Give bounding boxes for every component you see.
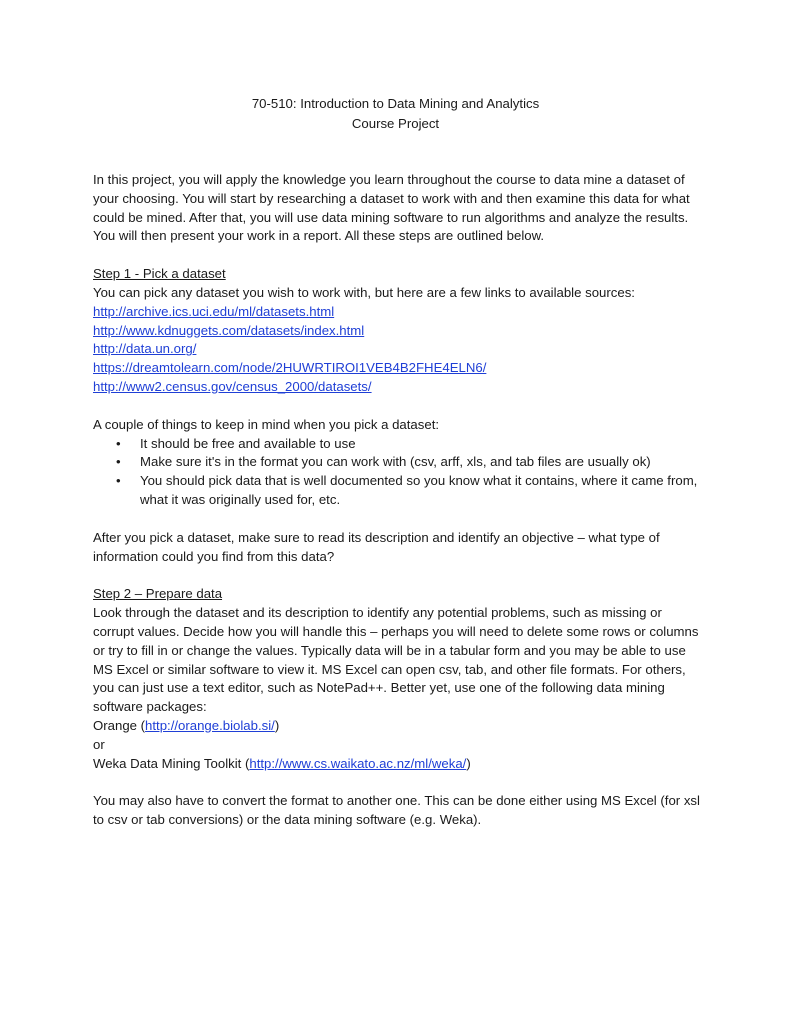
dataset-links <box>93 303 703 397</box>
objective-paragraph: After you pick a dataset, make sure to read its description and identify an objective – what type of information could you find from this data? <box>93 529 660 564</box>
intro-paragraph: In this project, you will apply the knowledge you learn throughout the course to data mine a dataset of your choosing. You will start by researching a dataset to work with and then examine this data for what could be mined. After that, you will use data mining software to run algorithms and analyze the results. You will then present your work in a report. All these steps are outlined below. <box>93 172 690 244</box>
orange-label: Orange ( <box>93 717 146 733</box>
tips-list <box>93 435 703 510</box>
list-item: • You should pick data that is well documented so you know what it contains, where it came from, what it was originally used for, etc. <box>93 472 703 510</box>
list-item: • It should be free and available to use <box>93 435 703 454</box>
tips-intro: A couple of things to keep in mind when you pick a dataset: <box>93 416 440 432</box>
link-census[interactable]: http://www2.census.gov/census_2000/datasets/ <box>93 378 372 394</box>
list-item: • Make sure it's in the format you can work with (csv, arff, xls, and tab files are usually ok) <box>93 453 703 472</box>
link-uci[interactable]: http://archive.ics.uci.edu/ml/datasets.html <box>93 303 335 319</box>
convert-paragraph: You may also have to convert the format to another one. This can be done either using MS Excel (for xsl to csv or tab conversions) or the data mining software (e.g. Weka). <box>93 793 700 828</box>
document-header <box>0 94 791 133</box>
project-subtitle: Course Project <box>351 115 440 131</box>
link-kdnuggets[interactable]: http://www.kdnuggets.com/datasets/index.html <box>93 322 365 338</box>
or-line: or <box>93 736 105 752</box>
step1-text: You can pick any dataset you wish to work with, but here are a few links to available sources: <box>93 284 635 300</box>
step2-heading: Step 2 – Prepare data <box>93 586 223 602</box>
link-weka[interactable]: http://www.cs.waikato.ac.nz/ml/weka/ <box>249 755 467 771</box>
orange-close-paren: ) <box>274 717 280 733</box>
orange-line <box>93 717 703 736</box>
link-dreamtolearn[interactable]: https://dreamtolearn.com/node/2HUWRTIROI1VEB4B2FHE4ELN6/ <box>93 360 487 376</box>
link-orange[interactable]: http://orange.biolab.si/ <box>145 717 275 733</box>
weka-line <box>93 755 703 774</box>
link-un-data[interactable]: http://data.un.org/ <box>93 341 197 357</box>
course-title: 70-510: Introduction to Data Mining and Analytics <box>251 96 540 111</box>
step2-text: Look through the dataset and its description to identify any potential problems, such as missing or corrupt values. Decide how you will handle this – perhaps you will need to delete some rows or columns or try to fill in or change the values. Typically data will be in a tabular form and you may be able to use MS Excel or similar software to view it. MS Excel can open csv, tab, and other file formats. For others, you can just use a text editor, such as NotePad++. Better yet, use one of the following data mining software packages: <box>93 605 699 715</box>
weka-close-paren: ) <box>466 755 471 771</box>
document-body <box>93 171 703 830</box>
weka-label: Weka Data Mining Toolkit ( <box>93 755 250 771</box>
step1-heading: Step 1 - Pick a dataset <box>93 266 226 282</box>
